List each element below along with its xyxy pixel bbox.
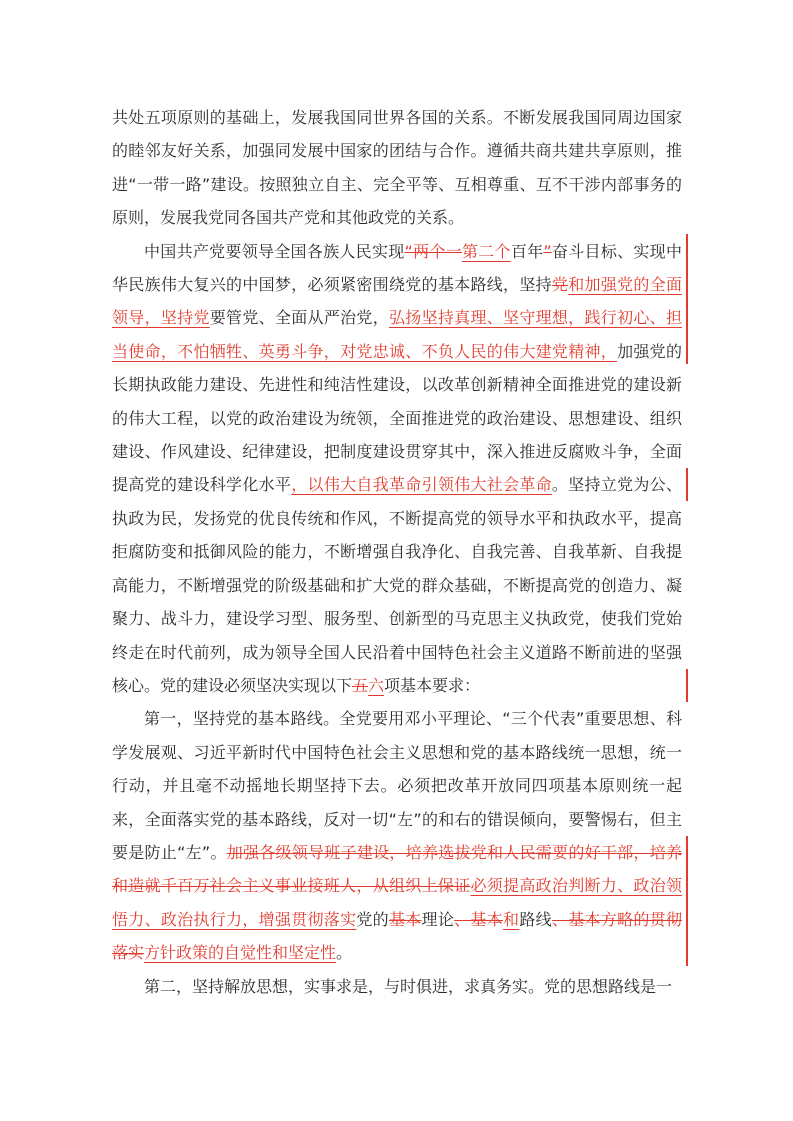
deleted-text: 、基本方略的贯彻落实: [112, 909, 682, 963]
inserted-text: ，以伟大自我革命引领伟大社会革命: [291, 475, 552, 495]
deleted-text: ”: [543, 241, 552, 261]
inserted-text: 方针政策的自觉性和坚定性: [144, 943, 337, 963]
deleted-text: 、基本: [454, 909, 504, 929]
inserted-text: 和: [503, 909, 520, 929]
inserted-text: 六: [368, 675, 385, 695]
deleted-text: “两个一: [404, 241, 462, 261]
revision-change-bar: [686, 836, 688, 966]
deleted-text: 五: [352, 675, 369, 695]
deleted-text: 基本: [388, 909, 422, 929]
inserted-text: 和加强党的全面领导，坚持党: [112, 275, 682, 328]
text-run: 第一，坚持党的基本路线。全党要用邓小平理论、“三个代表”重要思想、科学发展观、习近平新时代中国特色社会主义思想和党的基本路线统一思想，统一行动，并且毫不动摇地长期坚持下去。必须把改革开放同四项基本原则统一起来，全面落实党的基本路线，反对一切“左”的和右的错误倾向，要警惕右，但主要是防止“左”。: [112, 709, 682, 862]
paragraph: [112, 235, 682, 703]
text-run: 理论: [421, 909, 455, 929]
text-run: 奋斗目标、实现中华民族伟大复兴的中国梦，必须紧密围绕党的基本路线，坚持: [112, 241, 682, 295]
paragraph: [112, 702, 682, 969]
text-run: 。坚持立党为公、执政为民，发扬党的优良传统和作风，不断提高党的领导水平和执政水平，提高拒腐防变和抵御风险的能力，不断增强自我净化、自我完善、自我革新、自我提高能力，不断增强党的阶级基础和扩大党的群众基础，不断提高党的创造力、凝聚力、战斗力，建设学习型、服务型、创新型的马克思主义执政党，使我们党始终走在时代前列，成为领导全国人民沿着中国特色社会主义道路不断前进的坚强核心。党的建设必须坚决实现以下: [112, 475, 682, 695]
text-run: 加强党的长期执政能力建设、先进性和纯洁性建设，以改革创新精神全面推进党的建设新的伟大工程，以党的政治建设为统领，全面推进党的政治建设、思想建设、组织建设、作风建设、纪律建设，把制度建设贯穿其中，深入推进反腐败斗争，全面提高党的建设科学化水平: [112, 341, 682, 495]
revision-change-bar: [686, 468, 688, 501]
deleted-text: 加强各级领导班子建设，培养选拔党和人民需要的好干部，培养和造就千百万社会主义事业接班人，从组织上保证: [112, 842, 682, 896]
text-run: 。: [336, 943, 353, 963]
text-run: 中国共产党要领导全国各族人民实现: [144, 241, 405, 261]
paragraph: [112, 101, 682, 235]
text-run: 路线: [519, 909, 552, 929]
text-run: 要管党、全面从严治党，: [209, 308, 389, 328]
revision-change-bar: [686, 234, 688, 364]
text-run: 共处五项原则的基础上，发展我国同世界各国的关系。不断发展我国同周边国家的睦邻友好关系，加强同发展中国家的团结与合作。遵循共商共建共享原则，推进“一带一路”建设。按照独立自主、完全平等、互相尊重、互不干涉内部事务的原则，发展我党同各国共产党和其他政党的关系。: [112, 108, 682, 228]
deleted-text: 党: [551, 275, 569, 295]
revision-change-bar: [686, 669, 688, 702]
text-run: 项基本要求：: [384, 675, 481, 695]
text-run: 党的: [356, 909, 389, 929]
inserted-text: 第二个: [461, 241, 511, 261]
paragraph: [112, 970, 682, 1003]
inserted-text: 弘扬坚持真理、坚守理想，践行初心、担当使命，不怕牺牲、英勇斗争，对党忠诚、不负人民的伟大建党精神，: [112, 308, 682, 361]
document-page-text: [112, 101, 682, 1003]
text-run: 第二，坚持解放思想，实事求是，与时俱进，求真务实。党的思想路线是一: [144, 976, 673, 996]
text-run: 百年: [510, 241, 544, 261]
inserted-text: 必须提高政治判断力、政治领悟力、政治执行力，增强贯彻落实: [112, 876, 682, 929]
